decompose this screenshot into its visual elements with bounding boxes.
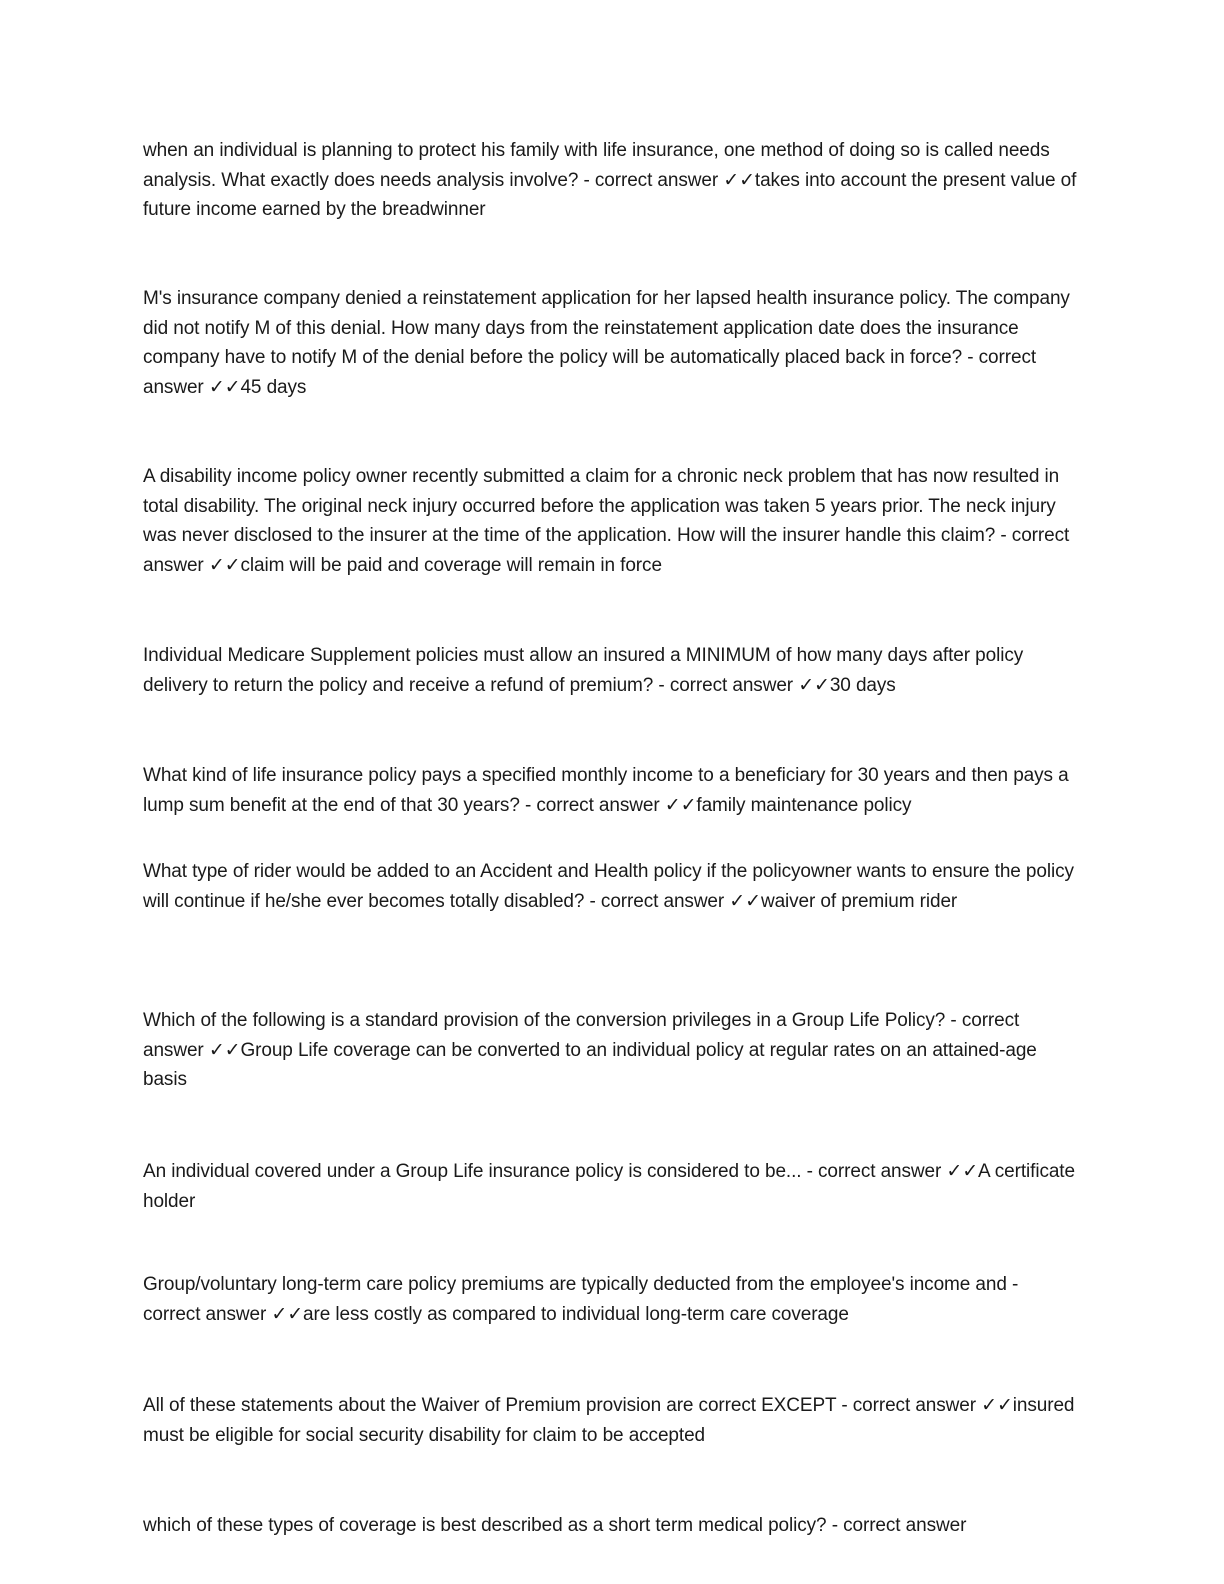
qa-paragraph-10: All of these statements about the Waiver of Premium provision are correct EXCEPT - correct answer ✓✓insured must be eligible for social security disability for claim to be accepted: [143, 1395, 1075, 1446]
qa-paragraph-2: M's insurance company denied a reinstatement application for her lapsed health insurance policy. The company did not notify M of this denial. How many days from the reinstatement application date does the insurance company have to notify M of the denial before the policy will be automatically placed back in force? - correct answer ✓✓45 days: [143, 288, 1070, 398]
qa-paragraph-11: which of these types of coverage is best described as a short term medical policy? - correct answer: [143, 1515, 967, 1536]
qa-paragraph-1: when an individual is planning to protect his family with life insurance, one method of doing so is called needs analysis. What exactly does needs analysis involve? - correct answer ✓✓takes into account the present value of future income earned by the breadwinner: [143, 140, 1077, 220]
qa-paragraph-3: A disability income policy owner recently submitted a claim for a chronic neck problem that has now resulted in total disability. The original neck injury occurred before the application was taken 5 years prior. The neck injury was never disclosed to the insurer at the time of the application. How will the insurer handle this claim? - correct answer ✓✓claim will be paid and coverage will remain in force: [143, 466, 1070, 576]
qa-paragraph-4: Individual Medicare Supplement policies must allow an insured a MINIMUM of how many days after policy delivery to return the policy and receive a refund of premium? - correct answer ✓✓30 days: [143, 645, 1024, 696]
qa-paragraph-8: An individual covered under a Group Life insurance policy is considered to be... - correct answer ✓✓A certificate holder: [143, 1161, 1075, 1212]
qa-paragraph-6: What type of rider would be added to an Accident and Health policy if the policyowner wants to ensure the policy will continue if he/she ever becomes totally disabled? - correct answer ✓✓waiver of premium rider: [143, 861, 1074, 912]
qa-paragraph-5: What kind of life insurance policy pays a specified monthly income to a beneficiary for 30 years and then pays a lump sum benefit at the end of that 30 years? - correct answer ✓✓family maintenance policy: [143, 765, 1069, 816]
qa-paragraph-9: Group/voluntary long-term care policy premiums are typically deducted from the employee's income and - correct answer ✓✓are less costly as compared to individual long-term care coverage: [143, 1274, 1019, 1325]
qa-paragraph-7: Which of the following is a standard provision of the conversion privileges in a Group Life Policy? - correct answer ✓✓Group Life coverage can be converted to an individual policy at regular rates on an attained-age basis: [143, 1010, 1037, 1090]
